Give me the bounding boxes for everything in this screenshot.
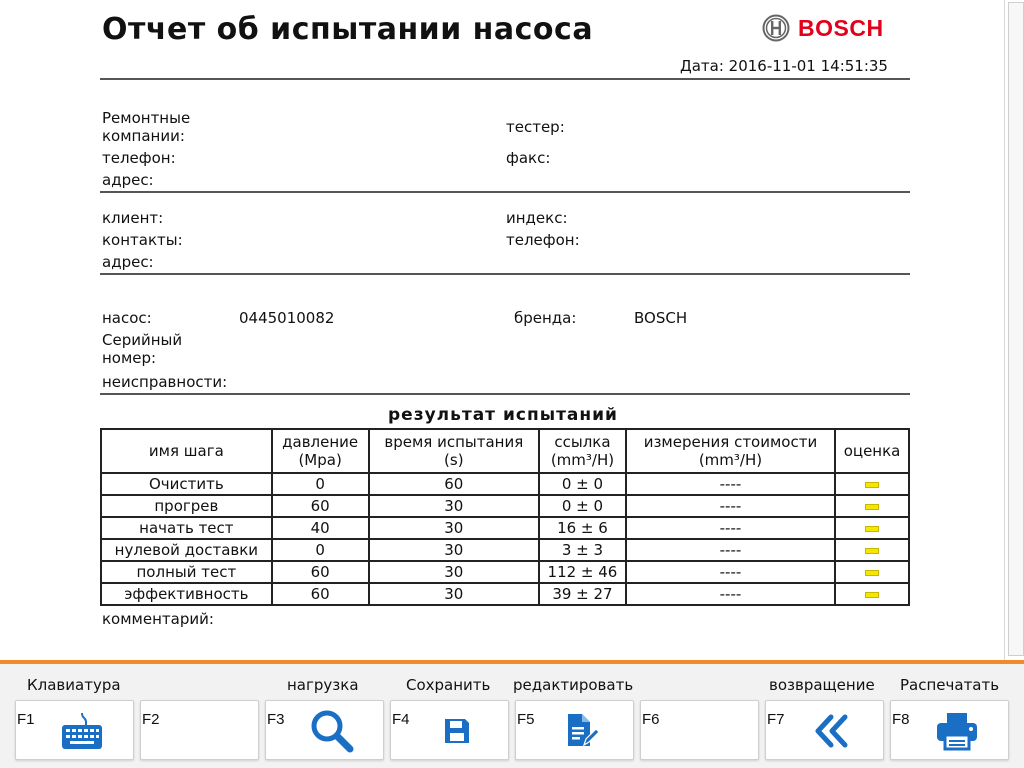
f7-back-button[interactable] (765, 700, 884, 760)
header-time: время испытания (s) (369, 429, 539, 473)
bosch-armature-icon (762, 14, 790, 42)
cell-rating (835, 495, 909, 517)
save-icon (433, 709, 481, 753)
scrollbar-track[interactable] (1008, 2, 1024, 656)
cell-pressure: 40 (272, 517, 369, 539)
cell-rating (835, 539, 909, 561)
f7-label: возвращение (769, 676, 875, 694)
f4-save-button[interactable] (390, 700, 509, 760)
rating-indicator-icon (865, 592, 879, 598)
cell-measured: ---- (626, 473, 835, 495)
f3-load-button[interactable] (265, 700, 384, 760)
cell-step: начать тест (101, 517, 272, 539)
cell-pressure: 60 (272, 495, 369, 517)
cell-pressure: 60 (272, 583, 369, 605)
cell-reference: 16 ± 6 (539, 517, 626, 539)
divider (100, 393, 910, 395)
f2-key-number: F2 (142, 711, 160, 728)
rating-indicator-icon (865, 548, 879, 554)
divider (100, 78, 910, 80)
f8-label: Распечатать (900, 676, 1000, 694)
results-table (100, 428, 910, 606)
faults-label: неисправности: (102, 373, 228, 391)
cell-time: 30 (369, 583, 539, 605)
vertical-scrollbar[interactable] (1004, 0, 1024, 660)
header-pressure: давление (Mpa) (272, 429, 369, 473)
client-label: клиент: (102, 209, 164, 227)
cell-measured: ---- (626, 539, 835, 561)
cell-measured: ---- (626, 495, 835, 517)
report-date: Дата: 2016-11-01 14:51:35 (680, 57, 888, 75)
table-row (101, 561, 909, 583)
table-row (101, 473, 909, 495)
rating-indicator-icon (865, 526, 879, 532)
table-row (101, 517, 909, 539)
cell-reference: 39 ± 27 (539, 583, 626, 605)
client-address-label: адрес: (102, 253, 154, 271)
cell-rating (835, 473, 909, 495)
cell-time: 60 (369, 473, 539, 495)
cell-pressure: 0 (272, 539, 369, 561)
cell-pressure: 60 (272, 561, 369, 583)
cell-measured: ---- (626, 583, 835, 605)
f1-key-number: F1 (17, 711, 35, 728)
cell-measured: ---- (626, 561, 835, 583)
table-header-row (101, 429, 909, 473)
cell-reference: 3 ± 3 (539, 539, 626, 561)
cell-time: 30 (369, 561, 539, 583)
cell-time: 30 (369, 517, 539, 539)
repair-company-label: Ремонтные компании: (102, 109, 191, 145)
f1-label: Клавиатура (27, 676, 121, 694)
search-icon (308, 709, 356, 753)
cell-time: 30 (369, 495, 539, 517)
brand-name: BOSCH (798, 14, 884, 41)
cell-step: Очистить (101, 473, 272, 495)
fax-label: факс: (506, 149, 551, 167)
cell-measured: ---- (626, 517, 835, 539)
f5-edit-button[interactable] (515, 700, 634, 760)
table-row (101, 583, 909, 605)
rating-indicator-icon (865, 570, 879, 576)
f6-button[interactable] (640, 700, 759, 760)
header-step: имя шага (101, 429, 272, 473)
cell-rating (835, 583, 909, 605)
f1-keyboard-button[interactable] (15, 700, 134, 760)
rating-indicator-icon (865, 482, 879, 488)
cell-reference: 0 ± 0 (539, 495, 626, 517)
function-key-bar (0, 664, 1024, 768)
comment-label: комментарий: (102, 610, 214, 628)
print-icon (933, 709, 981, 753)
cell-time: 30 (369, 539, 539, 561)
f2-button[interactable] (140, 700, 259, 760)
table-row (101, 539, 909, 561)
header-reference: ссылка (mm³/H) (539, 429, 626, 473)
divider (100, 273, 910, 275)
pump-label: насос: (102, 309, 152, 327)
f8-print-button[interactable] (890, 700, 1009, 760)
index-label: индекс: (506, 209, 568, 227)
cell-step: нулевой доставки (101, 539, 272, 561)
f5-label: редактировать (513, 676, 634, 694)
pump-brand-value: BOSCH (634, 309, 688, 327)
tester-label: тестер: (506, 118, 565, 136)
bosch-logo (762, 14, 884, 42)
client-phone-label: телефон: (506, 231, 580, 249)
header-measured: измерения стоимости (mm³/H) (626, 429, 835, 473)
back-icon (808, 709, 856, 753)
f5-key-number: F5 (517, 711, 535, 728)
cell-rating (835, 517, 909, 539)
cell-step: прогрев (101, 495, 272, 517)
f4-label: Сохранить (406, 676, 491, 694)
f4-key-number: F4 (392, 711, 410, 728)
results-title: результат испытаний (388, 405, 618, 425)
contacts-label: контакты: (102, 231, 183, 249)
pump-value: 0445010082 (239, 309, 335, 327)
company-address-label: адрес: (102, 171, 154, 189)
f8-key-number: F8 (892, 711, 910, 728)
header-rating: оценка (835, 429, 909, 473)
serial-number-label: Серийный номер: (102, 331, 183, 367)
cell-step: эффективность (101, 583, 272, 605)
table-row (101, 495, 909, 517)
cell-step: полный тест (101, 561, 272, 583)
f7-key-number: F7 (767, 711, 785, 728)
company-phone-label: телефон: (102, 149, 176, 167)
keyboard-icon (58, 709, 106, 753)
divider (100, 191, 910, 193)
rating-indicator-icon (865, 504, 879, 510)
pump-brand-label: бренда: (514, 309, 577, 327)
cell-rating (835, 561, 909, 583)
cell-reference: 112 ± 46 (539, 561, 626, 583)
f3-label: нагрузка (287, 676, 359, 694)
cell-pressure: 0 (272, 473, 369, 495)
report-title: Отчет об испытании насоса (102, 12, 594, 47)
f6-key-number: F6 (642, 711, 660, 728)
edit-document-icon (558, 709, 606, 753)
cell-reference: 0 ± 0 (539, 473, 626, 495)
f3-key-number: F3 (267, 711, 285, 728)
